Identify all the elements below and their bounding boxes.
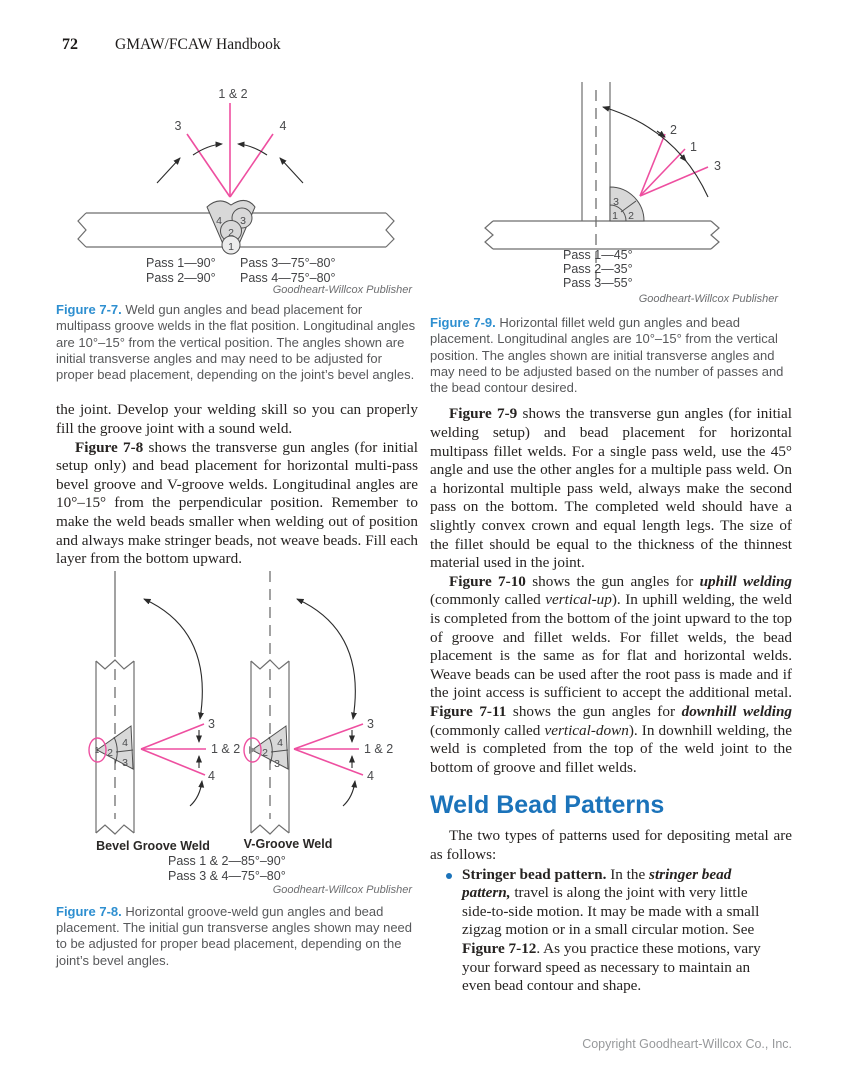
gun-angle-lines: [294, 724, 363, 775]
gun-angle-label-3: 3: [367, 716, 374, 731]
root-bead: [249, 746, 256, 754]
angle-arrows: [297, 599, 355, 806]
section-heading: Weld Bead Patterns: [430, 791, 665, 820]
figure-7-9-caption: [430, 315, 792, 396]
v-groove-subdiagram: [244, 571, 394, 851]
figure-label: Figure 7-9.: [430, 315, 496, 330]
figure-7-9-diagram: [430, 74, 792, 306]
bead-label-2: 2: [228, 227, 234, 239]
gun-angle-label-3: 3: [174, 119, 182, 133]
bead-label-1: 1: [612, 210, 618, 222]
bevel-groove-title: Bevel Groove Weld: [96, 838, 210, 853]
bullet-item: [430, 866, 792, 996]
paragraph: [430, 573, 792, 778]
bead-label-4: 4: [216, 215, 222, 227]
publisher-credit: Goodheart-Willcox Publisher: [272, 883, 412, 895]
book-title: GMAW/FCAW Handbook: [115, 36, 281, 53]
figure-label: Figure 7-8.: [56, 903, 122, 919]
page-number: 72: [62, 36, 78, 53]
paragraph-text: the joint. Develop your welding skill so you can properly fill the groove joint with a sound weld.: [56, 401, 418, 438]
gun-angle-label-1-2: 1 & 2: [218, 87, 248, 101]
paragraph-text: . As you practice these motions, vary your forward speed as necessary to maintain an even bead contour and shape.: [462, 939, 761, 995]
paragraph: [430, 405, 792, 572]
figure-reference: Figure 7-8: [75, 438, 144, 456]
base-plate: [485, 221, 719, 249]
section-body: [430, 827, 792, 864]
gun-angle-label-4: 4: [208, 768, 215, 783]
pass-label: Pass 3—55°: [563, 276, 633, 290]
paragraph-text: shows the transverse gun angles (for initial setup only) and bead placement for horizontal multi-pass bevel groove and V-groove welds. Longitudinal angles are 10°–15° from the perpendicular position. Remember to make the weld beads smaller when welding out of position and always make stringer beads, not weave beads. Fill each layer from the bottom upward.: [56, 438, 418, 568]
pass-label: Pass 1—90°: [146, 256, 216, 270]
gun-angle-lines: [187, 103, 273, 197]
figure-7-8-diagram: [56, 569, 418, 895]
bullet-text: [462, 866, 792, 996]
bevel-groove-subdiagram: [89, 571, 240, 853]
italic-term: vertical-up: [545, 591, 612, 609]
bead-label-2: 2: [628, 210, 634, 222]
bead-label-1: 1: [94, 744, 100, 755]
pass-label: Pass 1—45°: [563, 248, 633, 262]
gun-angle-label-1: 1: [690, 140, 697, 154]
gun-angle-lines: [141, 724, 206, 775]
paragraph: [56, 439, 418, 569]
pass-label: Pass 1 & 2—85°–90°: [168, 853, 286, 868]
gun-angle-label-3: 3: [714, 159, 721, 173]
running-head: [62, 36, 281, 54]
bead-label-2: 2: [107, 746, 113, 759]
figure-7-7: [56, 84, 418, 296]
left-body-text: [56, 401, 418, 568]
italic-term: vertical-down: [544, 721, 629, 739]
paragraph-text: travel is along the joint with very little side-to-side motion. It may be made with a small zigzag motion or in a small circular motion. See: [462, 884, 760, 939]
caption-text: Horizontal groove-weld gun angles and bead placement. The initial gun transverse angles shown may need to be adjusted for proper bead placement, depending on the joint’s bevel angles.: [56, 903, 413, 968]
key-term: uphill welding: [699, 572, 792, 590]
figure-7-7-diagram: [56, 84, 418, 296]
bead-label-3: 3: [240, 215, 246, 227]
right-column: [430, 74, 792, 996]
gun-angle-lines: [640, 134, 708, 196]
figure-reference: Figure 7-9: [449, 405, 518, 423]
key-term: stringer bead pattern,: [462, 865, 732, 902]
paragraph-text: The two types of patterns used for depositing metal are as follows:: [430, 827, 792, 863]
bead-label-2: 2: [262, 746, 268, 759]
paragraph: [430, 827, 792, 864]
bullet-icon: [446, 873, 452, 879]
paragraph-text: shows the gun angles for: [506, 702, 682, 720]
paragraph-text: (commonly called: [430, 721, 545, 739]
gun-angle-label-3: 3: [208, 716, 215, 731]
angle-arrows: [144, 599, 202, 806]
figure-7-8: [56, 569, 418, 895]
bead-label-4: 4: [277, 736, 283, 749]
publisher-credit: Goodheart-Willcox Publisher: [638, 293, 778, 305]
paragraph-text: ). In downhill welding, the weld is completed from the top of the weld joint to the bottom of groove and fillet welds.: [430, 721, 792, 776]
v-groove-title: V-Groove Weld: [243, 836, 333, 851]
figure-7-7-caption: [56, 302, 418, 383]
bead-label-3: 3: [613, 196, 619, 208]
paragraph-text: In the: [606, 865, 650, 883]
paragraph-text: ). In uphill welding, the weld is completed from the bottom of the joint upward to the top of groove and fillet welds. For fillet welds, the bead placement is the same as for flat and horizontal welds. Weave beads can be used after the root pass is made and if the joint access is sufficient to accept the additional metal.: [430, 591, 793, 702]
figure-7-9: [430, 74, 792, 306]
paragraph: [56, 401, 418, 438]
figure-7-8-caption: [56, 904, 418, 969]
caption-text: Horizontal fillet weld gun angles and bead placement. Longitudinal angles are 10°–15° from the vertical position. The angles shown are initial transverse angles and may need to be adjusted based on the number of passes and the bead contour desired.: [430, 315, 784, 396]
bead-label-3: 3: [122, 756, 128, 769]
figure-reference: Figure 7-11: [430, 702, 507, 720]
gun-angle-label-4: 4: [279, 119, 287, 133]
paragraph-text: shows the gun angles for: [525, 572, 700, 590]
bead-label-3: 3: [274, 757, 280, 770]
figure-reference: Figure 7-12: [462, 939, 537, 957]
gun-angle-label-4: 4: [367, 768, 374, 783]
copyright-notice: Copyright Goodheart-Willcox Co., Inc.: [582, 1037, 792, 1051]
key-term: downhill welding: [681, 702, 792, 720]
bead-label-1: 1: [228, 241, 234, 253]
left-column: [56, 84, 418, 969]
gun-angle-label-1-2: 1 & 2: [364, 741, 394, 756]
caption-text: Weld gun angles and bead placement for multipass groove welds in the flat position. Longitudinal angles are 10°–15° from the vertical position. The angles shown are initial transverse angles and may need to be adjusted for proper bead placement, depending on the joint’s bevel angles.: [56, 302, 416, 383]
pass-label: Pass 4—75°–80°: [240, 271, 336, 285]
paragraph-text: shows the transverse gun angles (for initial welding setup) and bead placement for horizontal multipass fillet welds. For a single pass weld, use the 45° angle and use the other angles for a multiple pass weld. On a horizontal multiple pass weld, always make the second pass on the bottom. The completed weld should have a slightly convex crown and equal length legs. The size of the fillet should be equal to the thickness of the thinnest material used in the joint.: [430, 405, 792, 572]
pass-label: Pass 3—75°–80°: [240, 256, 336, 270]
gun-angle-label-1-2: 1 & 2: [211, 741, 241, 756]
gun-angle-label-2: 2: [670, 123, 677, 137]
figure-reference: Figure 7-10: [449, 572, 526, 590]
pass-label: Pass 3 & 4—75°–80°: [168, 868, 286, 883]
paragraph-text: (commonly called: [430, 591, 546, 609]
pass-label: Pass 2—35°: [563, 262, 633, 276]
right-body-text: [430, 405, 792, 777]
key-term: Stringer bead pattern.: [462, 865, 607, 883]
publisher-credit: Goodheart-Willcox Publisher: [272, 284, 412, 296]
pass-label: Pass 2—90°: [146, 271, 216, 285]
bead-label-4: 4: [122, 736, 128, 749]
figure-label: Figure 7-7.: [56, 302, 122, 317]
